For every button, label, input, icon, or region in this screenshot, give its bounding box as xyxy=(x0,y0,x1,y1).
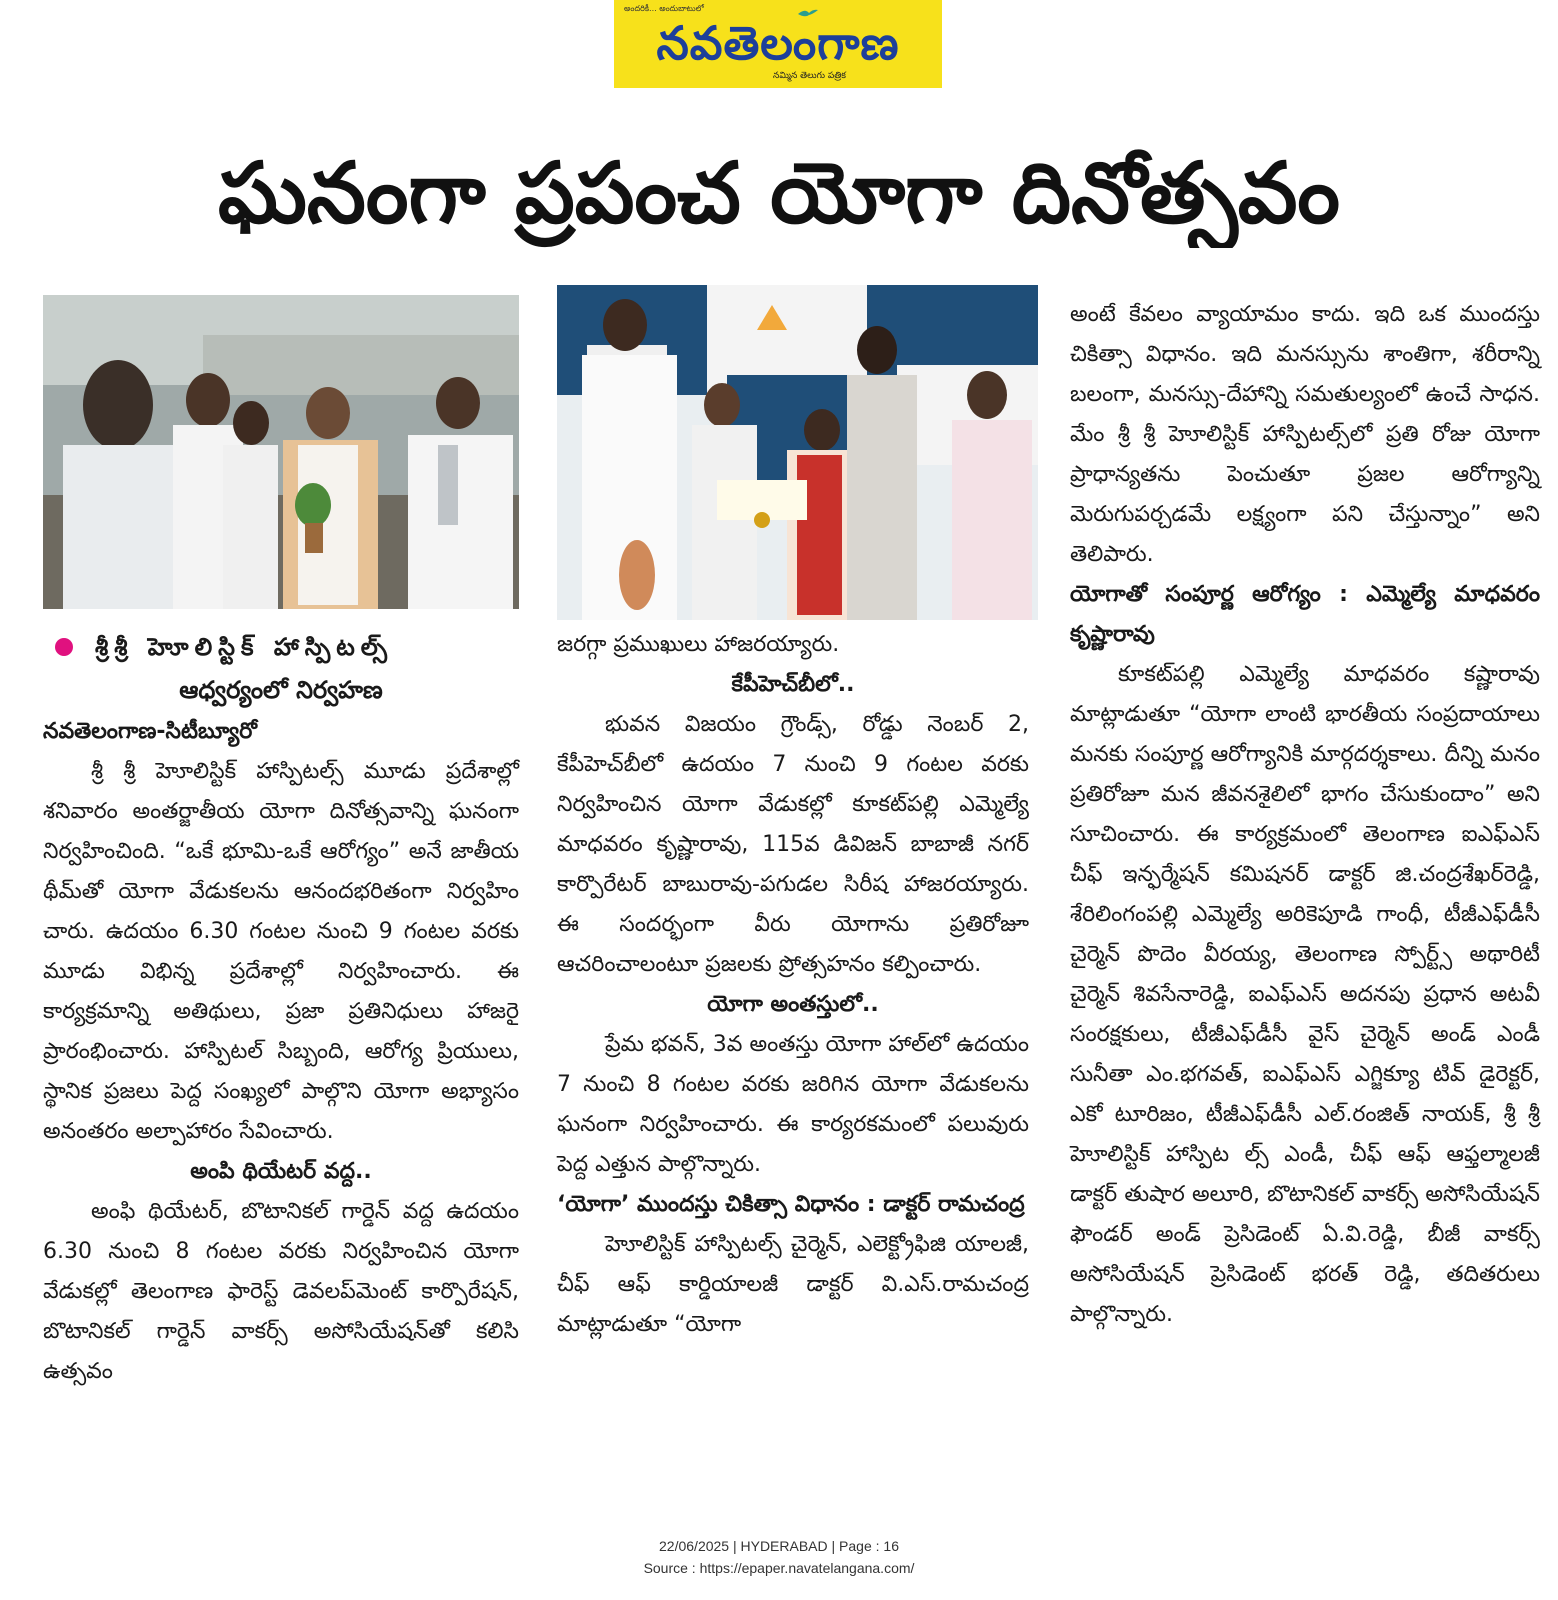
footer-date-page: 22/06/2025 | HYDERABAD | Page : 16 xyxy=(659,1538,899,1554)
article-paragraph: కూకట్‌పల్లి ఎమ్మెల్యే మాధవరం కష్ణారావు మాట్లాడుతూ “యోగా లాంటి భారతీయ సంప్రదాయాలు మనకు సంపూర్ణ ఆరోగ్యానికి మార్గదర్శకాలు. దీన్ని మనం ప్రతిరోజూ మన జీవనశైలిలో భాగం చేసుకుందాం” అని సూచించారు. ఈ కార్యక్రమంలో తెలంగాణ ఐఎఫ్ఎస్ చీఫ్ ఇన్ఫర్మేషన్ కమిషనర్ డాక్టర్ జి.చంద్రశేఖర్‌రెడ్డి, శేరిలింగంపల్లి ఎమ్మెల్యే అరికెపూడి గాంధీ, టీజీఎఫ్‌డీసీ చైర్మెన్ పొదెం వీరయ్య, తెలంగాణ స్పోర్ట్స్ అథారిటీ చైర్మెన్ శివసేనారెడ్డి, ఐఎఫ్ఎస్ అదనపు ప్రధాన అటవీ సంరక్షకులు, టీజీఎఫ్‌డీసీ వైస్ చైర్మెన్ అండ్ ఎండీ సునీతా ఎం.భగవత్, ఐఎఫ్ఎస్ ఎగ్జిక్యూ టివ్ డైరెక్టర్, ఎకో టూరిజం, టీజీఎఫ్‌డీసీ ఎల్.రంజిత్ నాయక్, శ్రీ శ్రీ హెూలిస్టిక్ హాస్పిట ల్స్ ఎండీ, చీఫ్ ఆఫ్ ఆఫ్తల్మాలజీ డాక్టర్ తుషార అలూరి, బొటానికల్ వాకర్స్ అసోసియేషన్ ఫౌండర్ అండ్ ప్రెసిడెంట్ ఏ.వి.రెడ్డి, బీజీ వాకర్స్ అసోసియేషన్ ప్రెసిడెంట్ భరత్ రెడ్డి, తదితరులు పాల్గొన్నారు. xyxy=(1070,662,1540,1327)
article-paragraph: ప్రేమ భవన్, 3వ అంతస్తు యోగా హాల్‌లో ఉదయం 7 నుంచి 8 గంటల వరకు జరిగిన యోగా వేడుకలను ఘనంగా నిర్వహించారు. ఈ కార్యరకమంలో పలువురు పెద్ద ఎత్తున పాల్గొన్నారు. xyxy=(557,1032,1029,1177)
newspaper-logo: నవతెలంగాణ xyxy=(656,16,900,70)
masthead-logo xyxy=(614,0,942,88)
article-paragraph: జరగ్గా ప్రముఖులు హాజరయ్యారు. xyxy=(557,632,840,657)
section-subheading: కేపీహెచ్‌బీలో.. xyxy=(731,672,855,697)
bullet-icon xyxy=(55,638,73,656)
masthead-tagline-top: అందరికీ... అందుబాటులో xyxy=(624,4,704,13)
highlight-line xyxy=(55,626,519,668)
article-paragraph: అంటే కేవలం వ్యాయామం కాదు. ఇది ఒక ముందస్తు చికిత్సా విధానం. ఇది మనస్సును శాంతిగా, శరీరాన్ని బలంగా, మనస్సు-దేహాన్ని సమతుల్యంలో ఉంచే సాధన. మేం శ్రీ శ్రీ హెూలిస్టిక్ హాస్పిటల్స్‌లో ప్రతి రోజు యోగా ప్రాధాన్యతను పెంచుతూ ప్రజల ఆరోగ్యాన్ని మెరుగుపర్చడమే లక్ష్యంగా పని చేస్తున్నాం” అని తెలిపారు. xyxy=(1070,302,1540,567)
article-column-right xyxy=(1070,295,1540,1335)
event-photo-outdoor xyxy=(43,295,519,609)
section-subheading: ‘యోగా’ ముందస్తు చికిత్సా విధానం : డాక్టర్ రామచంద్ర xyxy=(557,1192,1025,1217)
article-column-left xyxy=(43,626,519,1392)
highlight-text: శ్రీశ్రీ హెూలిస్టిక్ హాస్పిటల్స్ xyxy=(95,633,394,661)
dateline: నవతెలంగాణ-సిటీబ్యూరో xyxy=(43,719,257,744)
event-photo-award xyxy=(557,285,1038,620)
article-paragraph: అంఫి థియేటర్, బొటానికల్ గార్డెన్ వద్ద ఉదయం 6.30 నుంచి 8 గంటల వరకు నిర్వహించిన యోగా వేడుకల్లో తెలంగాణ ఫారెస్ట్ డెవలప్‌మెంట్ కార్పొరేషన్, బొటానికల్ గార్డెన్ వాకర్స్ అసోసియేషన్‌తో కలిసి ఉత్సవం xyxy=(43,1199,519,1384)
masthead-tagline-bottom: నమ్మిన తెలుగు పత్రిక xyxy=(773,71,846,81)
article-column-middle xyxy=(557,625,1029,1345)
article-headline: ఘనంగా ప్రపంచ యోగా దినోత్సవం xyxy=(217,144,1341,242)
section-subheading: యోగాతో సంపూర్ణ ఆరోగ్యం : ఎమ్మెల్యే మాధవరం కృష్ణారావు xyxy=(1070,582,1540,647)
article-paragraph: భువన విజయం గ్రౌండ్స్, రోడ్డు నెంబర్ 2, కేపీహెచ్‌బీలో ఉదయం 7 నుంచి 9 గంటల వరకు నిర్వహించిన యోగా వేడుకల్లో కూకట్‌పల్లి ఎమ్మెల్యే మాధవరం కృష్ణారావు, 115వ డివిజన్ బాబాజీ నగర్ కార్పొరేటర్ బాబురావు-పగుడల సిరీష హాజరయ్యారు. ఈ సందర్భంగా వీరు యోగాను ప్రతిరోజూ ఆచరించాలంటూ ప్రజలకు ప్రోత్సహనం కల్పించారు. xyxy=(557,712,1029,977)
article-paragraph: శ్రీ శ్రీ హెూలిస్టిక్ హాస్పిటల్స్ మూడు ప్రదేశాల్లో శనివారం అంతర్జాతీయ యోగా దినోత్సవాన్ని ఘనంగా నిర్వహించింది. “ఒకే భూమి-ఒకే ఆరోగ్యం” అనే జాతీయ థీమ్‌తో యోగా వేడుకలను ఆనందభరితంగా నిర్వహిం చారు. ఉదయం 6.30 గంటల నుంచి 9 గంటల వరకు మూడు విభిన్న ప్రదేశాల్లో నిర్వహించారు. ఈ కార్యక్రమాన్ని అతిథులు, ప్రజా ప్రతినిధులు హాజరై ప్రారంభించారు. హాస్పిటల్ సిబ్బంది, ఆరోగ్య ప్రియులు, స్థానిక ప్రజలు పెద్ద సంఖ్యలో పాల్గొని యోగా అభ్యాసం అనంతరం అల్పాహారం సేవించారు. xyxy=(43,759,519,1144)
highlight-text-continued: ఆధ్వర్యంలో నిర్వహణ xyxy=(179,676,383,704)
section-subheading: యోగా అంతస్తులో.. xyxy=(707,992,879,1017)
section-subheading: అంపి థియేటర్ వద్ద.. xyxy=(190,1159,372,1184)
article-paragraph: హెూలిస్టిక్ హాస్పిటల్స్ చైర్మెన్, ఎలెక్ట్రోఫిజి యాలజీ, చీఫ్ ఆఫ్ కార్డియాలజీ డాక్టర్ వి.ఎస్.రామచంద్ర మాట్లాడుతూ “యోగా xyxy=(557,1232,1029,1337)
footer-source: Source : https://epaper.navatelangana.com/ xyxy=(643,1560,915,1576)
